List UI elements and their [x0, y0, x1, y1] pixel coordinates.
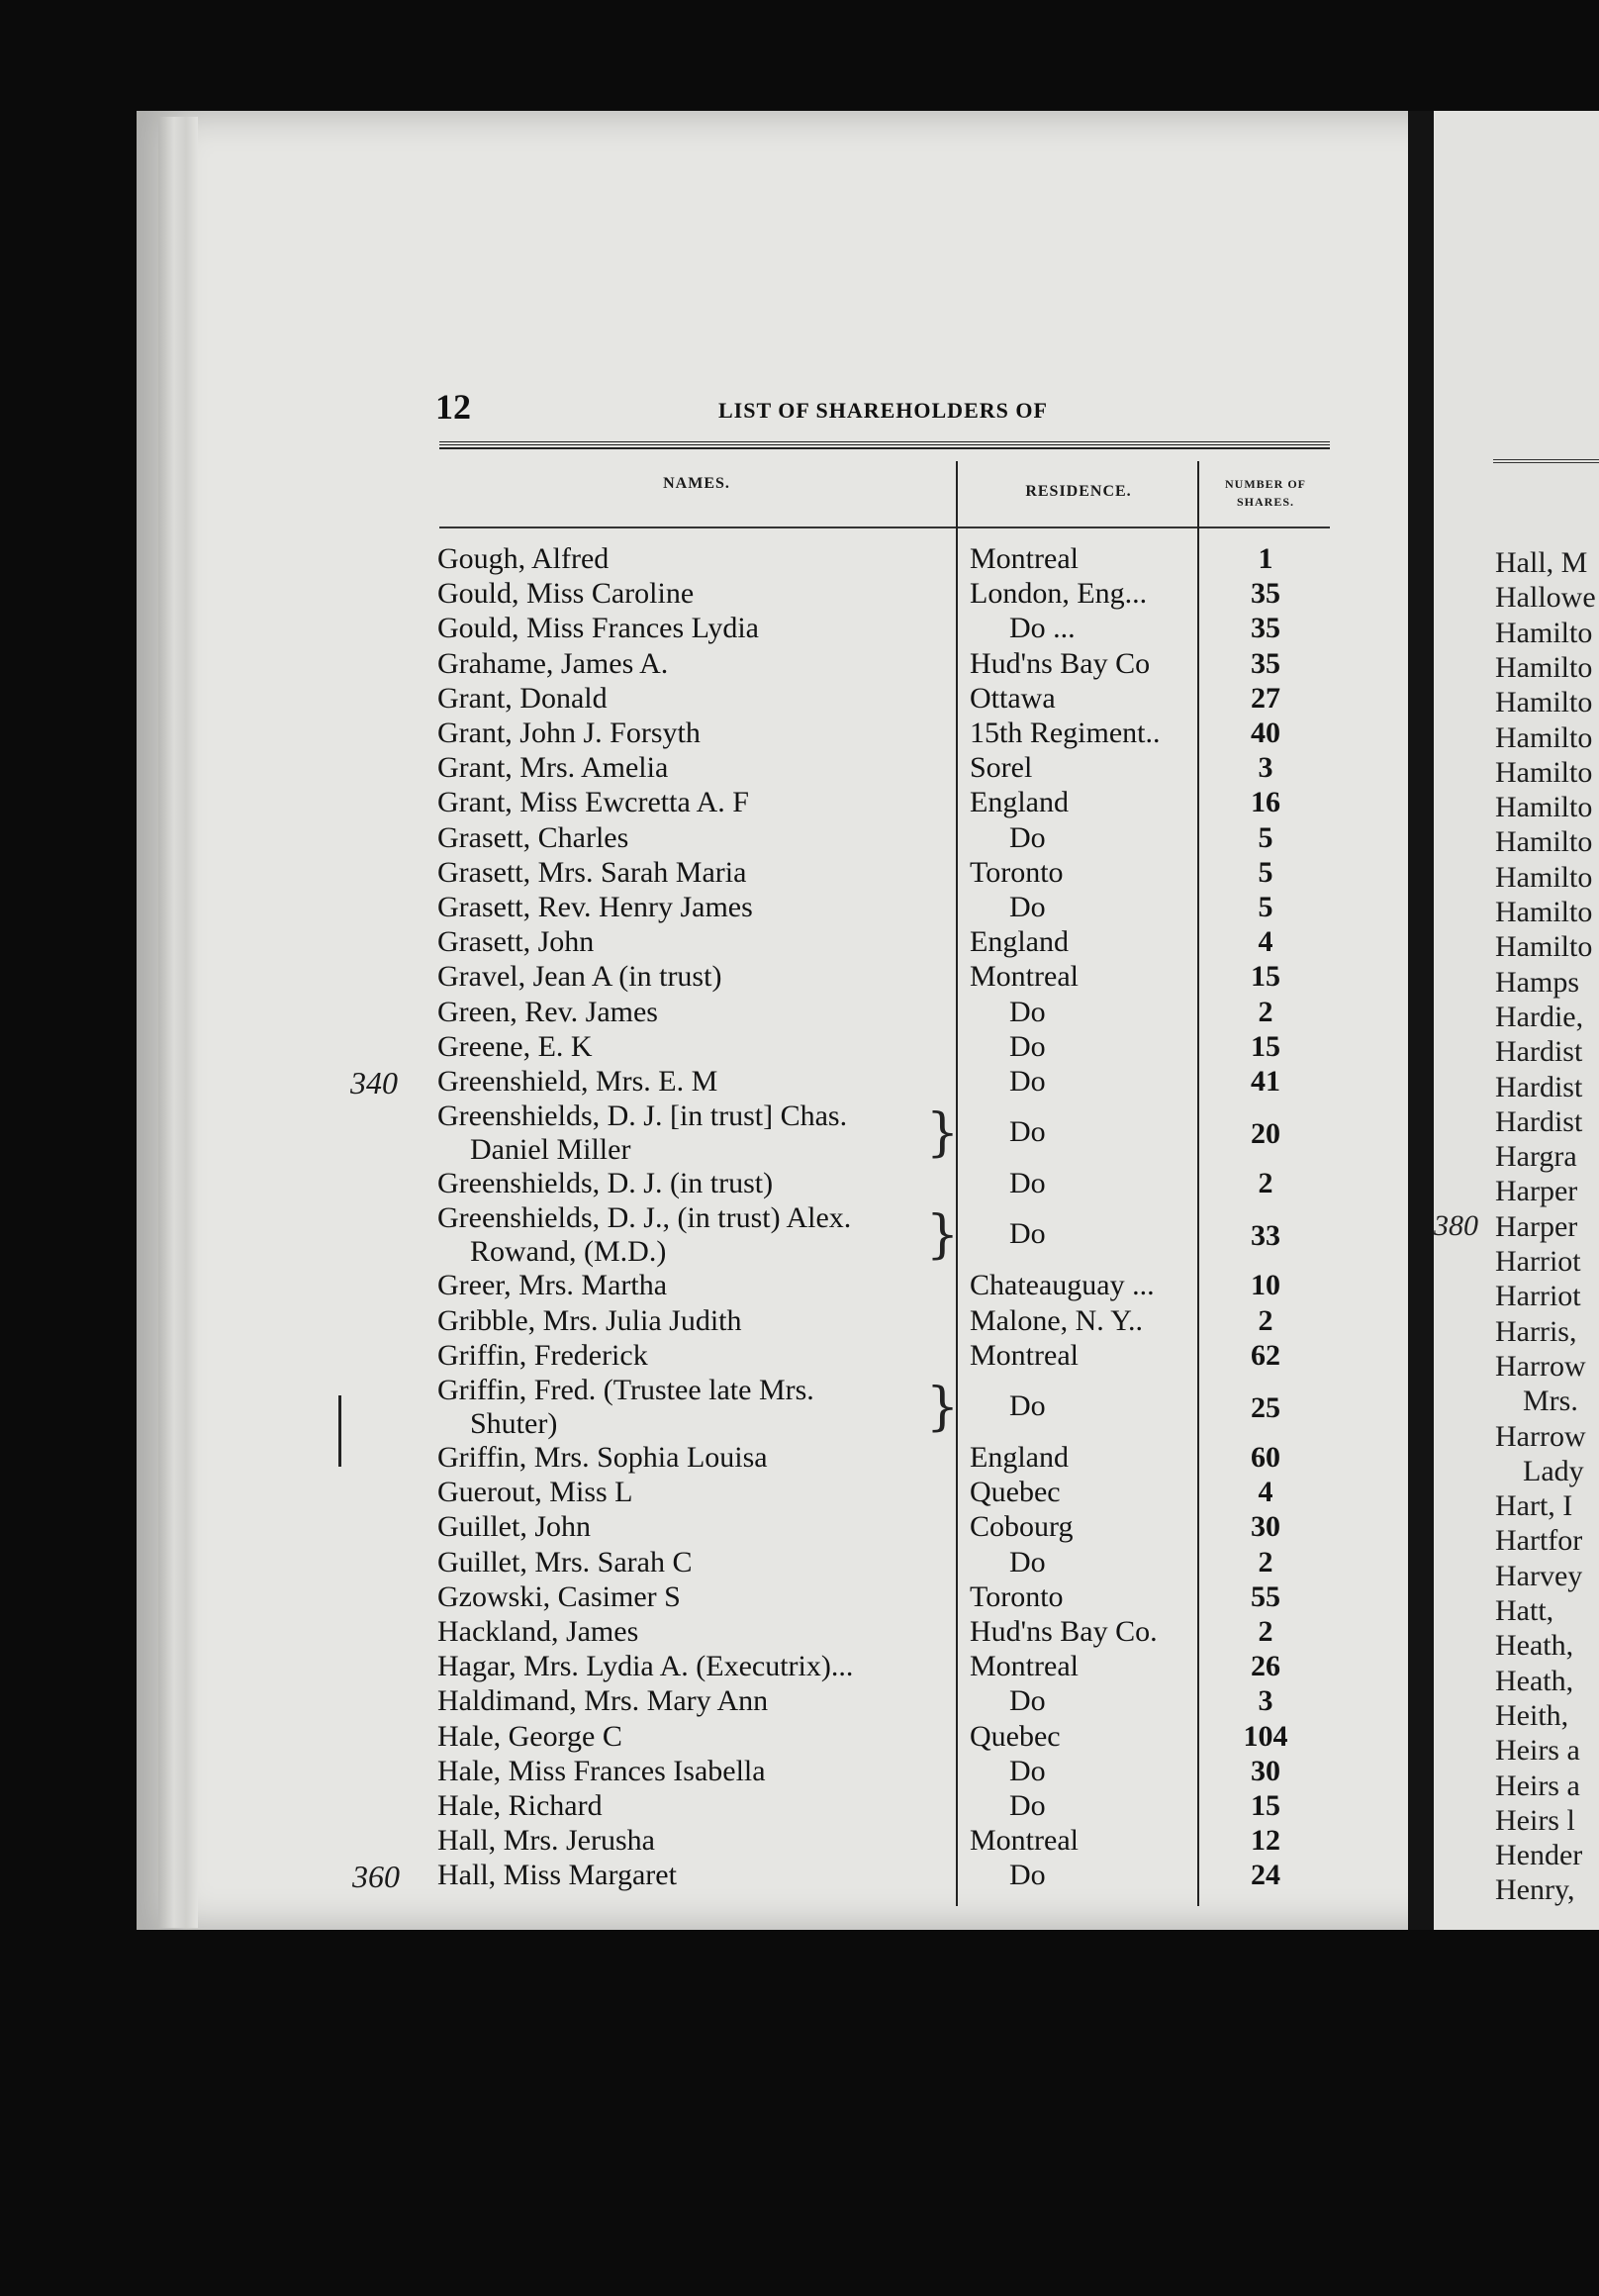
facing-page-fragment: Henry, [1495, 1873, 1575, 1907]
residence: Do [1009, 995, 1046, 1028]
facing-page-fragment: Hardist [1495, 1104, 1583, 1138]
shareholder-name-continued: Daniel Miller [470, 1133, 631, 1167]
facing-page-fragment: Hamilto [1495, 686, 1593, 719]
share-count: 2 [1258, 995, 1273, 1028]
facing-page-fragment: Harper [1495, 1175, 1578, 1208]
shareholder-name: Griffin, Fred. (Trustee late Mrs. [437, 1374, 814, 1406]
facing-page-fragment: Hender [1495, 1839, 1583, 1872]
shareholder-name: Hackland, James [437, 1615, 639, 1648]
residence: Do [1009, 1754, 1046, 1787]
brace-glyph: } [926, 1205, 960, 1266]
facing-page-fragment: Hamilto [1495, 930, 1593, 964]
shareholder-name: Hale, Miss Frances Isabella [437, 1754, 766, 1787]
facing-page-fragment: Harriot [1495, 1245, 1581, 1278]
residence: London, Eng... [970, 577, 1148, 611]
shareholder-name: Hall, Mrs. Jerusha [437, 1824, 655, 1858]
shareholder-name: Greenshields, D. J., (in trust) Alex. [437, 1201, 852, 1235]
shareholder-name: Hale, George C [437, 1719, 622, 1753]
shareholder-name: Hale, Richard [437, 1789, 603, 1822]
column-header-rule [439, 526, 1330, 528]
shareholder-name: Haldimand, Mrs. Mary Ann [437, 1684, 769, 1718]
share-count: 5 [1258, 855, 1273, 889]
residence: Do [1009, 891, 1046, 923]
shareholder-name: Gould, Miss Caroline [437, 577, 695, 611]
book-spine [1408, 111, 1434, 1930]
shareholder-name: Guillet, John [437, 1510, 591, 1544]
column-header-residence: RESIDENCE. [1025, 483, 1132, 500]
facing-page-fragment: Hall, M [1495, 546, 1588, 579]
residence: England [970, 925, 1069, 959]
share-count: 4 [1258, 1476, 1273, 1509]
facing-page-fragment: Hamilto [1495, 720, 1593, 754]
shareholder-name: Grasett, Charles [437, 820, 629, 854]
share-count: 10 [1251, 1269, 1280, 1302]
shareholder-name: Guillet, Mrs. Sarah C [437, 1545, 693, 1578]
residence: Toronto [970, 1579, 1064, 1613]
facing-page-fragment: Harvey [1495, 1559, 1583, 1592]
share-count: 5 [1258, 891, 1273, 923]
share-count: 60 [1251, 1441, 1280, 1474]
shareholder-name: Grahame, James A. [437, 646, 669, 680]
residence: Do [1009, 1859, 1046, 1892]
residence: Ottawa [970, 681, 1056, 715]
residence: Quebec [970, 1719, 1061, 1753]
column-header-shares [1201, 475, 1330, 511]
share-count: 1 [1258, 542, 1273, 575]
residence: Toronto [970, 855, 1064, 889]
facing-page-fragment: Hardist [1495, 1035, 1583, 1069]
residence: Do ... [1009, 612, 1076, 645]
share-count: 3 [1258, 1684, 1273, 1718]
residence: Do [1009, 1065, 1046, 1098]
shareholder-name-continued: Rowand, (M.D.) [470, 1235, 667, 1269]
facing-page-fragment: Mrs. [1523, 1385, 1578, 1418]
facing-page-fragment: Heirs l [1495, 1803, 1575, 1837]
running-title: LIST OF SHAREHOLDERS OF [718, 398, 1048, 423]
share-count: 4 [1258, 925, 1273, 959]
facing-page [1434, 111, 1599, 1930]
residence: Hud'ns Bay Co [970, 646, 1151, 680]
shareholder-name: Grasett, John [437, 925, 595, 959]
facing-page-fragment: Heirs a [1495, 1734, 1580, 1768]
facing-page-fragment: Heath, [1495, 1629, 1574, 1663]
share-count: 15 [1251, 960, 1280, 994]
facing-page-fragment: Hamilto [1495, 896, 1593, 928]
shareholder-name: Gould, Miss Frances Lydia [437, 612, 759, 645]
facing-page-fragment: Hardie, [1495, 1000, 1584, 1033]
facing-page-fragment: Hamilto [1495, 860, 1593, 894]
shareholder-name-continued: Shuter) [470, 1407, 558, 1440]
residence: Do [1009, 1684, 1046, 1718]
shareholder-name: Grant, Miss Ewcretta A. F [437, 786, 749, 819]
share-count: 41 [1251, 1065, 1280, 1098]
residence: Do [1009, 1217, 1046, 1251]
shareholder-name: Grant, John J. Forsyth [437, 717, 701, 749]
residence: England [970, 1441, 1069, 1474]
facing-page-fragment: Hatt, [1495, 1594, 1554, 1627]
share-count: 25 [1251, 1391, 1280, 1424]
margin-note: 340 [350, 1065, 398, 1100]
brace-glyph: } [926, 1378, 960, 1437]
facing-page-fragment: Hartfor [1495, 1524, 1583, 1558]
shareholder-name: Griffin, Frederick [437, 1338, 648, 1372]
shareholder-name: Hall, Miss Margaret [437, 1859, 677, 1892]
shareholder-name: Greenshields, D. J. [in trust] Chas. [437, 1100, 848, 1133]
shareholder-name: Grant, Donald [437, 681, 608, 715]
share-count: 24 [1251, 1859, 1280, 1892]
header-rule [439, 441, 1330, 449]
shareholder-name: Grant, Mrs. Amelia [437, 751, 669, 785]
residence: Do [1009, 1029, 1046, 1063]
share-count: 15 [1251, 1789, 1280, 1822]
shareholder-name: Grasett, Rev. Henry James [437, 891, 753, 923]
share-count: 20 [1251, 1117, 1280, 1151]
share-count: 2 [1258, 1545, 1273, 1578]
residence: Chateauguay ... [970, 1269, 1155, 1302]
facing-page-fragment: Hallowe [1495, 581, 1596, 615]
facing-page-fragment: Hamilto [1495, 616, 1593, 649]
shareholder-name: Gough, Alfred [437, 542, 610, 575]
residence: Do [1009, 1115, 1046, 1149]
share-count: 30 [1251, 1754, 1280, 1787]
share-count: 104 [1243, 1719, 1288, 1753]
share-count: 12 [1251, 1824, 1280, 1858]
facing-page-fragment: Hamilto [1495, 650, 1593, 684]
margin-note: 360 [352, 1859, 400, 1895]
column-divider-names [956, 461, 958, 1906]
residence: Malone, N. Y.. [970, 1303, 1143, 1337]
facing-page-fragment: Hargra [1495, 1140, 1577, 1174]
facing-page-fragment: Hamilto [1495, 791, 1593, 824]
shareholder-name: Gzowski, Casimer S [437, 1579, 681, 1613]
share-count: 35 [1251, 612, 1280, 645]
facing-page-fragment: Hamilto [1495, 825, 1593, 859]
residence: Quebec [970, 1476, 1061, 1509]
facing-page-fragment: Harrow [1495, 1419, 1586, 1453]
residence: Do [1009, 1545, 1046, 1578]
residence: Cobourg [970, 1510, 1074, 1544]
share-count: 62 [1251, 1338, 1280, 1372]
residence: Montreal [970, 1824, 1079, 1858]
share-count: 15 [1251, 1029, 1280, 1063]
shareholder-name: Greene, E. K [437, 1029, 593, 1063]
residence: England [970, 786, 1069, 819]
facing-page-margin-note: 380 [1434, 1209, 1478, 1242]
pen-mark [338, 1395, 341, 1467]
residence: Do [1009, 1789, 1046, 1822]
residence: Montreal [970, 1338, 1079, 1372]
brace-glyph: } [926, 1103, 960, 1164]
facing-page-fragment: Harper [1495, 1209, 1578, 1243]
shareholder-name: Griffin, Mrs. Sophia Louisa [437, 1441, 768, 1474]
share-count: 35 [1251, 646, 1280, 680]
facing-page-fragment: Harrow [1495, 1349, 1586, 1383]
shareholder-name: Gribble, Mrs. Julia Judith [437, 1303, 742, 1337]
facing-page-fragment: Harriot [1495, 1280, 1581, 1313]
share-count: 16 [1251, 786, 1280, 819]
share-count: 35 [1251, 577, 1280, 611]
residence: 15th Regiment.. [970, 717, 1161, 749]
facing-page-fragment: Heirs a [1495, 1769, 1580, 1802]
shareholder-name: Green, Rev. James [437, 995, 658, 1028]
share-count: 3 [1258, 751, 1273, 785]
facing-page-rule [1493, 459, 1599, 463]
shareholder-name: Guerout, Miss L [437, 1476, 633, 1509]
residence: Do [1009, 1389, 1046, 1422]
share-count: 2 [1258, 1167, 1273, 1200]
shares-header-line2: SHARES. [1236, 495, 1295, 509]
residence: Montreal [970, 542, 1079, 575]
facing-page-fragment: Hamps [1495, 965, 1579, 999]
share-count: 27 [1251, 681, 1280, 715]
residence: Montreal [970, 1650, 1079, 1683]
facing-page-fragment: Heith, [1495, 1698, 1569, 1732]
shareholder-name: Grasett, Mrs. Sarah Maria [437, 855, 747, 889]
facing-page-fragment: Harris, [1495, 1314, 1577, 1348]
facing-page-fragment: Hamilto [1495, 755, 1593, 789]
residence: Do [1009, 820, 1046, 854]
residence: Hud'ns Bay Co. [970, 1615, 1158, 1648]
residence: Do [1009, 1167, 1046, 1200]
share-count: 40 [1251, 717, 1280, 749]
page-number: 12 [435, 387, 471, 427]
share-count: 2 [1258, 1615, 1273, 1648]
facing-page-fragment: Hardist [1495, 1070, 1583, 1103]
facing-page-fragment: Heath, [1495, 1664, 1574, 1697]
share-count: 55 [1251, 1579, 1280, 1613]
residence: Montreal [970, 960, 1079, 994]
facing-page-fragment: Hart, I [1495, 1489, 1573, 1523]
residence: Sorel [970, 751, 1033, 785]
share-count: 33 [1251, 1219, 1280, 1253]
column-header-names: NAMES. [663, 475, 730, 492]
shareholder-name: Gravel, Jean A (in trust) [437, 960, 722, 994]
shareholder-name: Greenshield, Mrs. E. M [437, 1065, 718, 1098]
facing-page-fragment: Lady [1523, 1454, 1584, 1487]
share-count: 5 [1258, 820, 1273, 854]
page-edge [158, 117, 198, 1928]
shareholder-name: Greenshields, D. J. (in trust) [437, 1167, 774, 1200]
shareholder-name: Hagar, Mrs. Lydia A. (Executrix)... [437, 1650, 854, 1683]
share-count: 2 [1258, 1303, 1273, 1337]
shares-header-line1: NUMBER OF [1225, 477, 1306, 491]
share-count: 30 [1251, 1510, 1280, 1544]
share-count: 26 [1251, 1650, 1280, 1683]
shareholder-name: Greer, Mrs. Martha [437, 1269, 668, 1302]
